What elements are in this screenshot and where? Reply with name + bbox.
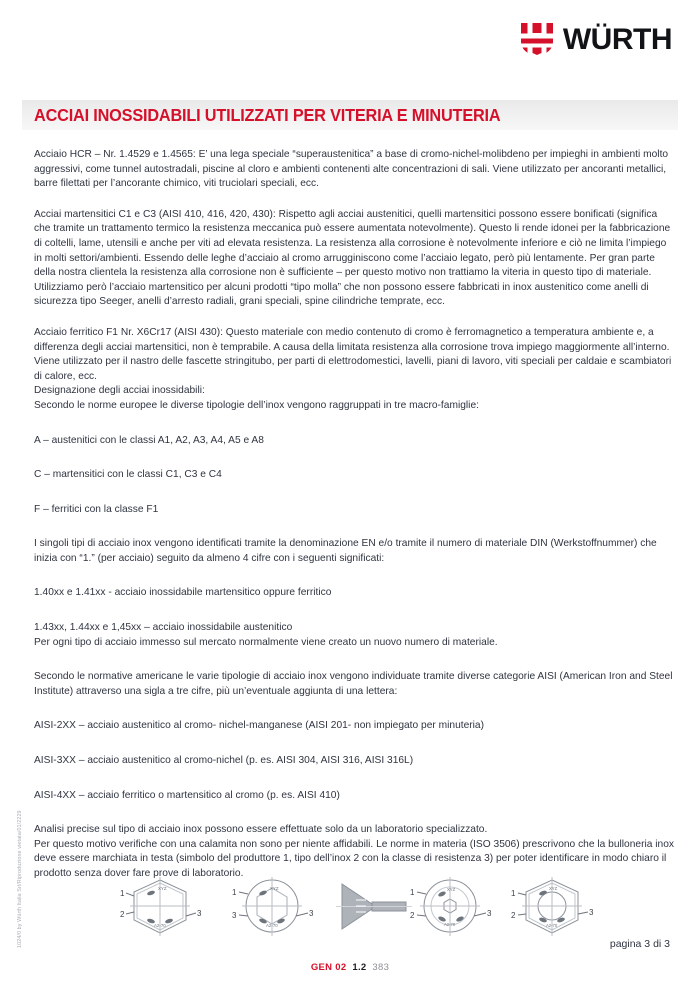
paragraph-ferritic: Acciaio ferritico F1 Nr. X6Cr17 (AISI 430): Questo materiale con medio contenuto di cromo è ferromagnetico a temperatura ambiente e, a differenza degli acciai martensitici, non è temprabile. A causa della limitata resistenza alla corrosione trova impiego maggiormente all’interno. Viene utilizzato per il nastro delle fascette stringitubo, per parti di elettrodomestici, lavelli, piani di lavoro, viti speciali per caldaie e scambiatori di calore, ecc.: [34, 326, 672, 382]
footer-section-code: GEN 02: [310, 962, 347, 973]
svg-text:1: 1: [511, 889, 516, 898]
screw-head-marking-diagrams: [120, 872, 594, 950]
svg-text:2: 2: [511, 911, 516, 920]
paragraph-designation: Designazione degli acciai inossidabili:: [34, 385, 205, 397]
paragraph-macro-families: Secondo le norme europee le diverse tipologie dell’inox vengono raggruppati in tre macro-famiglie:: [34, 399, 479, 411]
footer-page-number: 383: [372, 962, 390, 973]
svg-text:A2-70: A2-70: [546, 923, 558, 928]
svg-text:3: 3: [197, 909, 202, 918]
svg-text:XYZ: XYZ: [158, 886, 167, 891]
svg-text:XYZ: XYZ: [447, 887, 456, 892]
wurth-logo: [520, 22, 672, 58]
footer-version: 1.2: [352, 962, 367, 973]
svg-text:3: 3: [589, 908, 594, 917]
svg-text:1: 1: [410, 888, 415, 897]
list-item-aisi-3xx: AISI-3XX – acciaio austenitico al cromo-nichel (p. es. AISI 304, AISI 316, AISI 316L): [34, 755, 414, 767]
svg-text:1: 1: [120, 889, 125, 898]
list-item-ferritic: F – ferritici con la classe F1: [34, 503, 159, 515]
svg-text:A2-70: A2-70: [444, 922, 456, 927]
list-item-din-143-145: 1.43xx, 1.44xx e 1,45xx – acciaio inossidabile austenitico: [34, 622, 293, 634]
document-footer: [0, 962, 700, 973]
svg-text:A2-70: A2-70: [266, 923, 278, 928]
page-title: ACCIAI INOSSIDABILI UTILIZZATI PER VITERIA E MINUTERIA: [34, 104, 501, 125]
list-item-aisi-4xx: AISI-4XX – acciaio ferritico o martensitico al cromo (p. es. AISI 410): [34, 789, 340, 801]
svg-text:2: 2: [120, 910, 125, 919]
svg-text:3: 3: [232, 911, 237, 920]
list-item-martensitic: C – martensitici con le classi C1, C3 e C4: [34, 469, 222, 481]
svg-text:XYZ: XYZ: [270, 886, 279, 891]
paragraph-new-material-num: Per ogni tipo di acciaio immesso sul mercato normalmente viene creato un nuovo numero di materiale.: [34, 636, 498, 648]
wurth-shield-icon: [520, 22, 554, 58]
paragraph-aisi-intro: Secondo le normative americane le varie tipologie di acciaio inox vengono individuate tramite diverse categorie AISI (American Iron and Steel Institute) attraverso una sigla a tre cifre, più un’eventuale aggiunta di una lettera:: [34, 671, 673, 697]
svg-text:XYZ: XYZ: [549, 886, 558, 891]
svg-text:3: 3: [487, 909, 492, 918]
svg-text:3: 3: [309, 909, 314, 918]
list-item-austenitic: A – austenitici con le classi A1, A2, A3, A4, A5 e A8: [34, 434, 264, 446]
svg-text:1: 1: [232, 888, 237, 897]
paragraph-din-numbering: I singoli tipi di acciaio inox vengono identificati tramite la denominazione EN e/o tramite il numero di materiale DIN (Werkstoffnummer) che inizia con “1.” (per acciaio) seguito da almeno 4 cifre con i seguenti significati:: [34, 538, 657, 564]
list-item-aisi-2xx: AISI-2XX – acciaio austenitico al cromo- nichel-manganese (AISI 201- non impiegato per minuteria): [34, 720, 485, 732]
document-body: [34, 148, 676, 892]
paragraph-martensitic: Acciai martensitici C1 e C3 (AISI 410, 416, 420, 430): Rispetto agli acciai austenitici, quelli martensitici possono essere bonificati (significa che tramite un trattamento termico la resistenza meccanica può essere aumentata notevolmente). Questo li rende idonei per la fabbricazione di coltelli, lame, utensili e anche per viti ad elevata resistenza. La resistenza alla corrosione è notevolmente inferiore e ciò ne limita l’impiego in molti settori/ambienti. Essendo delle leghe d’acciaio al cromo arrugginiscono come l’acciaio legato, però più lentamente. Per gran parte della nostra clientela la resistenza alla corrosione non è sufficiente – per questo motivo non trattiamo la viteria in questo tipo di materiale. Utilizziamo però l’acciaio martensitico per alcuni prodotti “tipo molla” che non possono essere fabbricati in inox austenitico come anelli di sicurezza tipo Seeger, anelli d’arresto radiali, grani speciali, spine cilindriche temprate, ecc.: [34, 208, 671, 308]
list-item-din-140-141: 1.40xx e 1.41xx - acciaio inossidabile martensitico oppure ferritico: [34, 587, 332, 599]
paragraph-marking-iso3506: Per questo motivo verifiche con una calamita non sono per niente affidabili. Le norme in materia (ISO 3506) prescrivono che la bulloneria inox deve essere marchiata in testa (simbolo del produttore 1, tipo dell’inox 2 con la classe di resistenza 3) per poter identificare in modo chiaro il prodotto senza dover fare prove di laboratorio.: [34, 838, 675, 879]
wurth-wordmark: WÜRTH: [562, 23, 672, 56]
paragraph-lab-analysis: Analisi precise sul tipo di acciaio inox possono essere effettuate solo da un laboratorio specializzato.: [34, 824, 488, 836]
svg-text:A2-70: A2-70: [154, 923, 166, 928]
svg-text:2: 2: [410, 911, 415, 920]
paragraph-hcr-steel: Acciaio HCR – Nr. 1.4529 e 1.4565: E’ una lega speciale “superaustenitica” a base di cromo-nichel-molibdeno per impieghi in ambienti molto aggressivi, come tunnel autostradali, piscine al cloro e ambienti contenenti alte concentrazioni di sali. Viene utilizzato per ancoranti metallici, barre filettati per l’ancorante chimico, viti truciolari speciali, ecc.: [34, 149, 669, 190]
section-title-band: [22, 100, 678, 130]
page-counter: pagina 3 di 3: [609, 938, 670, 950]
copyright-notice: 1024/0 by Würth Italia Srl/Riproduzione vietata/01/2229: [17, 810, 23, 948]
